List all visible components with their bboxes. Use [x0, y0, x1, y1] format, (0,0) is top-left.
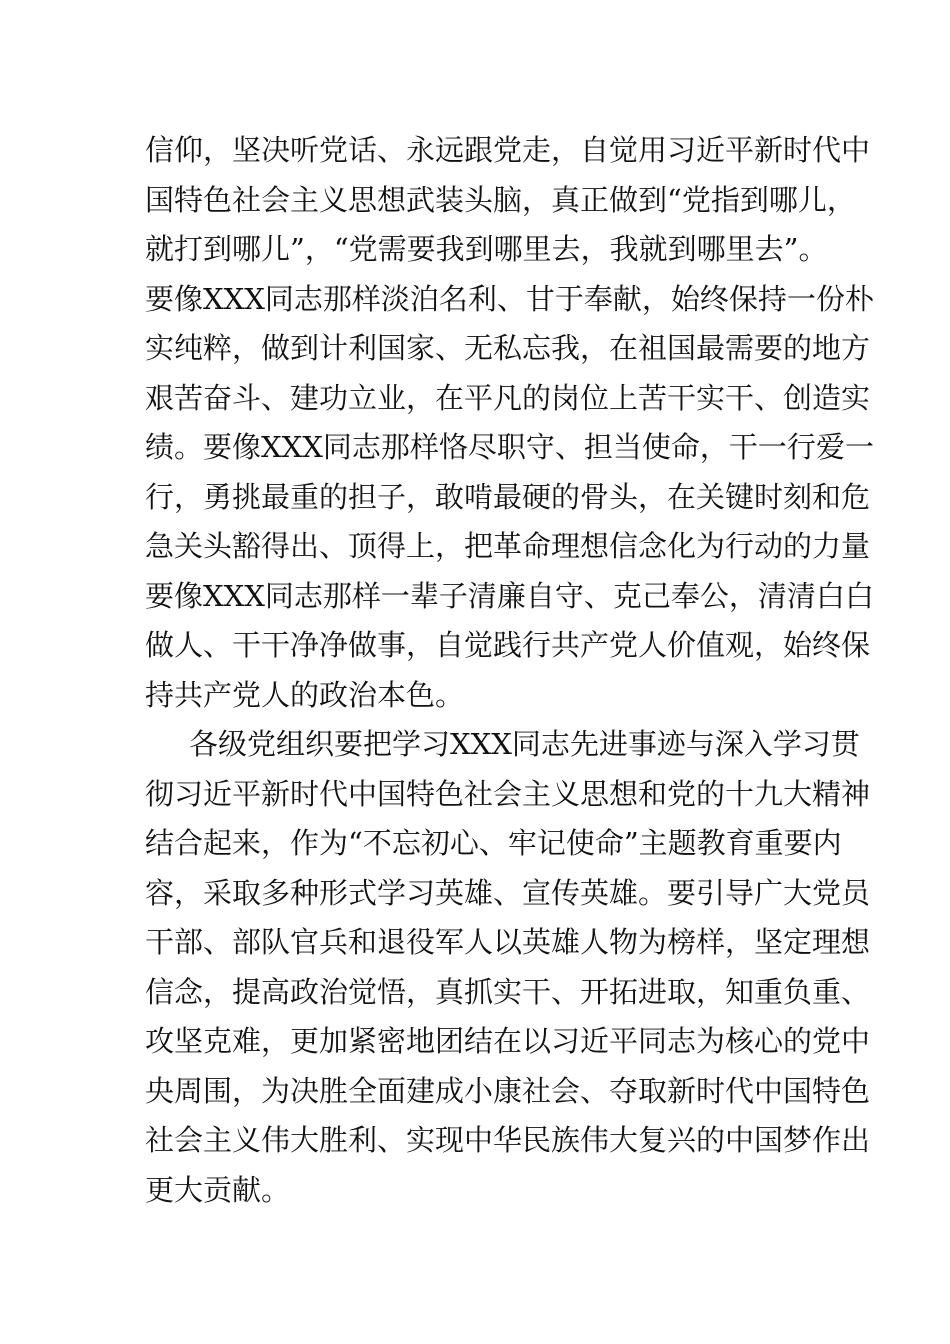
- text-line: 各级党组织要把学习XXX同志先进事迹与深入学习贯: [189, 727, 860, 761]
- text-line: 要像XXX同志那样淡泊名利、甘于奉献，始终保持一份朴: [145, 281, 874, 316]
- text-line: 艰苦奋斗、建功立业，在平凡的岗位上苦干实干、创造实: [145, 380, 871, 415]
- text-line: 就打到哪儿”，“党需要我到哪里去，我就到哪里去”。: [145, 232, 828, 266]
- text-line: 攻坚克难，更加紧密地团结在以习近平同志为核心的党中: [145, 1024, 871, 1058]
- text-line: 社会主义伟大胜利、实现中华民族伟大复兴的中国梦作出: [145, 1123, 871, 1157]
- text-line: 干部、部队官兵和退役军人以英雄人物为榜样，坚定理想: [145, 925, 871, 959]
- body-text: [145, 126, 874, 1215]
- text-line: 结合起来，作为“不忘初心、牢记使命”主题教育重要内: [145, 826, 842, 860]
- text-line: 彻习近平新时代中国特色社会主义思想和党的十九大精神: [145, 776, 871, 811]
- text-line: 容，采取多种形式学习英雄、宣传英雄。要引导广大党员: [145, 875, 871, 910]
- text-line: 做人、干干净净做事，自觉践行共产党人价值观，始终保: [145, 628, 871, 662]
- text-line: 绩。要像XXX同志那样恪尽职守、担当使命，干一行爱一: [145, 430, 874, 464]
- text-line: 持共产党人的政治本色。: [145, 677, 465, 712]
- text-line: 要像XXX同志那样一辈子清廉自守、克己奉公，清清白白: [145, 578, 874, 613]
- paragraph-1: [145, 126, 874, 720]
- text-line: 行，勇挑最重的担子，敢啃最硬的骨头，在关键时刻和危: [145, 479, 871, 514]
- text-line: 央周围，为决胜全面建成小康社会、夺取新时代中国特色: [145, 1073, 871, 1108]
- text-line: 信仰，坚决听党话、永远跟党走，自觉用习近平新时代中: [145, 133, 871, 167]
- paragraph-2: [145, 720, 871, 1215]
- text-line: 更大贡献。: [145, 1172, 291, 1207]
- text-line: 急关头豁得出、顶得上，把革命理想信念化为行动的力量: [145, 529, 871, 563]
- text-line: 信念，提高政治觉悟，真抓实干、开拓进取，知重负重、: [145, 974, 871, 1009]
- text-line: 实纯粹，做到计利国家、无私忘我，在祖国最需要的地方: [145, 331, 871, 365]
- text-line: 国特色社会主义思想武装头脑，真正做到“党指到哪儿，: [145, 182, 856, 217]
